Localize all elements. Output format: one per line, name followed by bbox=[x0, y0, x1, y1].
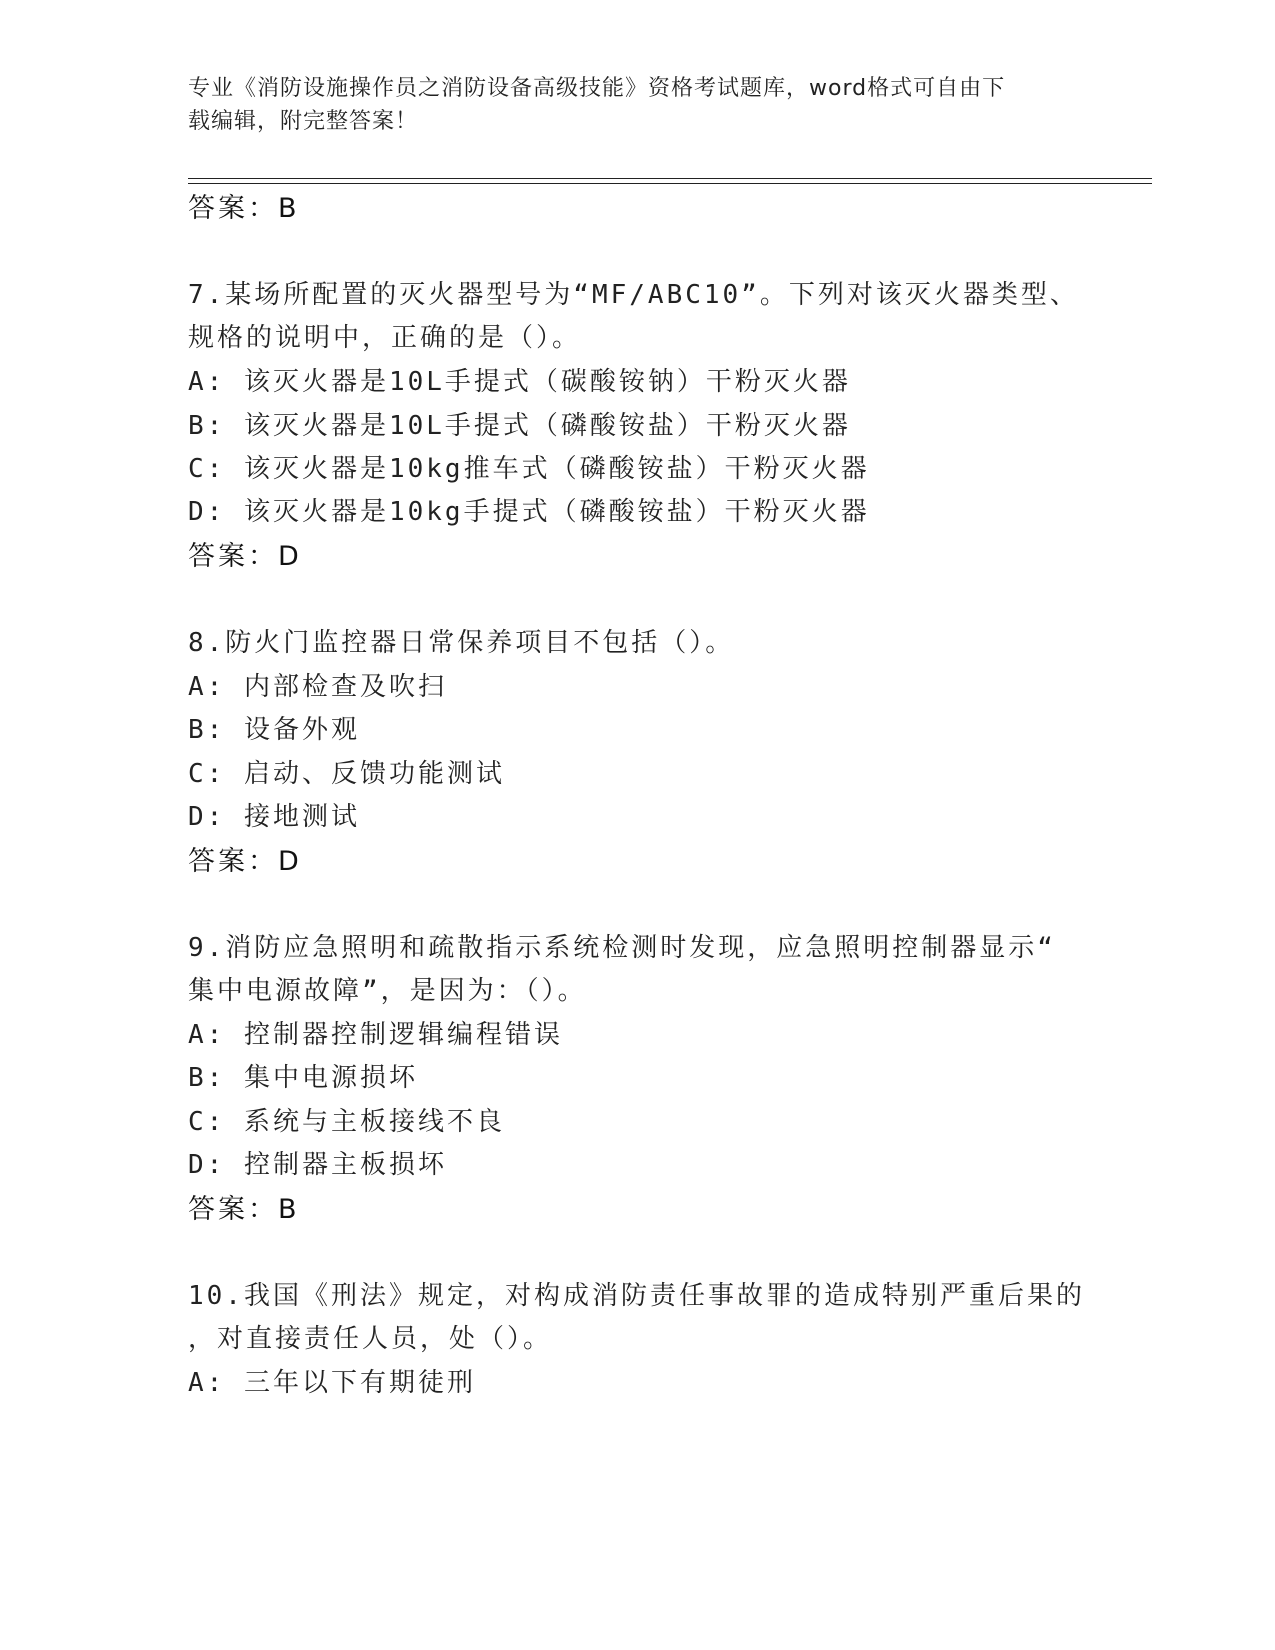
option-c: C: 启动、反馈功能测试 bbox=[188, 759, 505, 789]
option-d: D: 控制器主板损坏 bbox=[188, 1150, 447, 1180]
answer: 答案：D bbox=[188, 541, 302, 572]
question-stem-line: 8.防火门监控器日常保养项目不包括（）。 bbox=[188, 628, 735, 658]
header-rule-bottom bbox=[188, 183, 1152, 184]
option-a: A: 控制器控制逻辑编程错误 bbox=[188, 1020, 563, 1050]
question-stem-line: 集中电源故障”，是因为：（）。 bbox=[188, 976, 587, 1006]
header-line-1: 专业《消防设施操作员之消防设备高级技能》资格考试题库，word格式可自由下 bbox=[188, 76, 1006, 101]
answer: 答案：B bbox=[188, 1194, 300, 1225]
option-b: B: 该灭火器是10L手提式（磷酸铵盐）干粉灭火器 bbox=[188, 411, 851, 441]
option-d: D: 接地测试 bbox=[188, 802, 360, 832]
previous-answer: 答案：B bbox=[188, 193, 300, 224]
question-stem-line: 10.我国《刑法》规定，对构成消防责任事故罪的造成特别严重后果的 bbox=[188, 1281, 1085, 1311]
option-b: B: 设备外观 bbox=[188, 715, 360, 745]
option-b: B: 集中电源损坏 bbox=[188, 1063, 418, 1093]
option-a: A: 该灭火器是10L手提式（碳酸铵钠）干粉灭火器 bbox=[188, 367, 851, 397]
question-stem-line: ，对直接责任人员，处（）。 bbox=[188, 1324, 553, 1354]
question-stem-line: 规格的说明中，正确的是（）。 bbox=[188, 323, 582, 353]
option-c: C: 该灭火器是10kg推车式（磷酸铵盐）干粉灭火器 bbox=[188, 454, 870, 484]
header-line-2: 载编辑，附完整答案！ bbox=[188, 109, 419, 134]
document-header bbox=[188, 72, 1068, 138]
option-d: D: 该灭火器是10kg手提式（磷酸铵盐）干粉灭火器 bbox=[188, 497, 870, 527]
question-stem-line: 9.消防应急照明和疏散指示系统检测时发现，应急照明控制器显示“ bbox=[188, 933, 1056, 963]
option-c: C: 系统与主板接线不良 bbox=[188, 1107, 505, 1137]
option-a: A: 三年以下有期徒刑 bbox=[188, 1368, 476, 1398]
header-rule-top bbox=[188, 178, 1152, 179]
question-stem-line: 7.某场所配置的灭火器型号为“MF/ABC10”。下列对该灭火器类型、 bbox=[188, 280, 1079, 310]
answer: 答案：D bbox=[188, 846, 302, 877]
option-a: A: 内部检查及吹扫 bbox=[188, 672, 447, 702]
